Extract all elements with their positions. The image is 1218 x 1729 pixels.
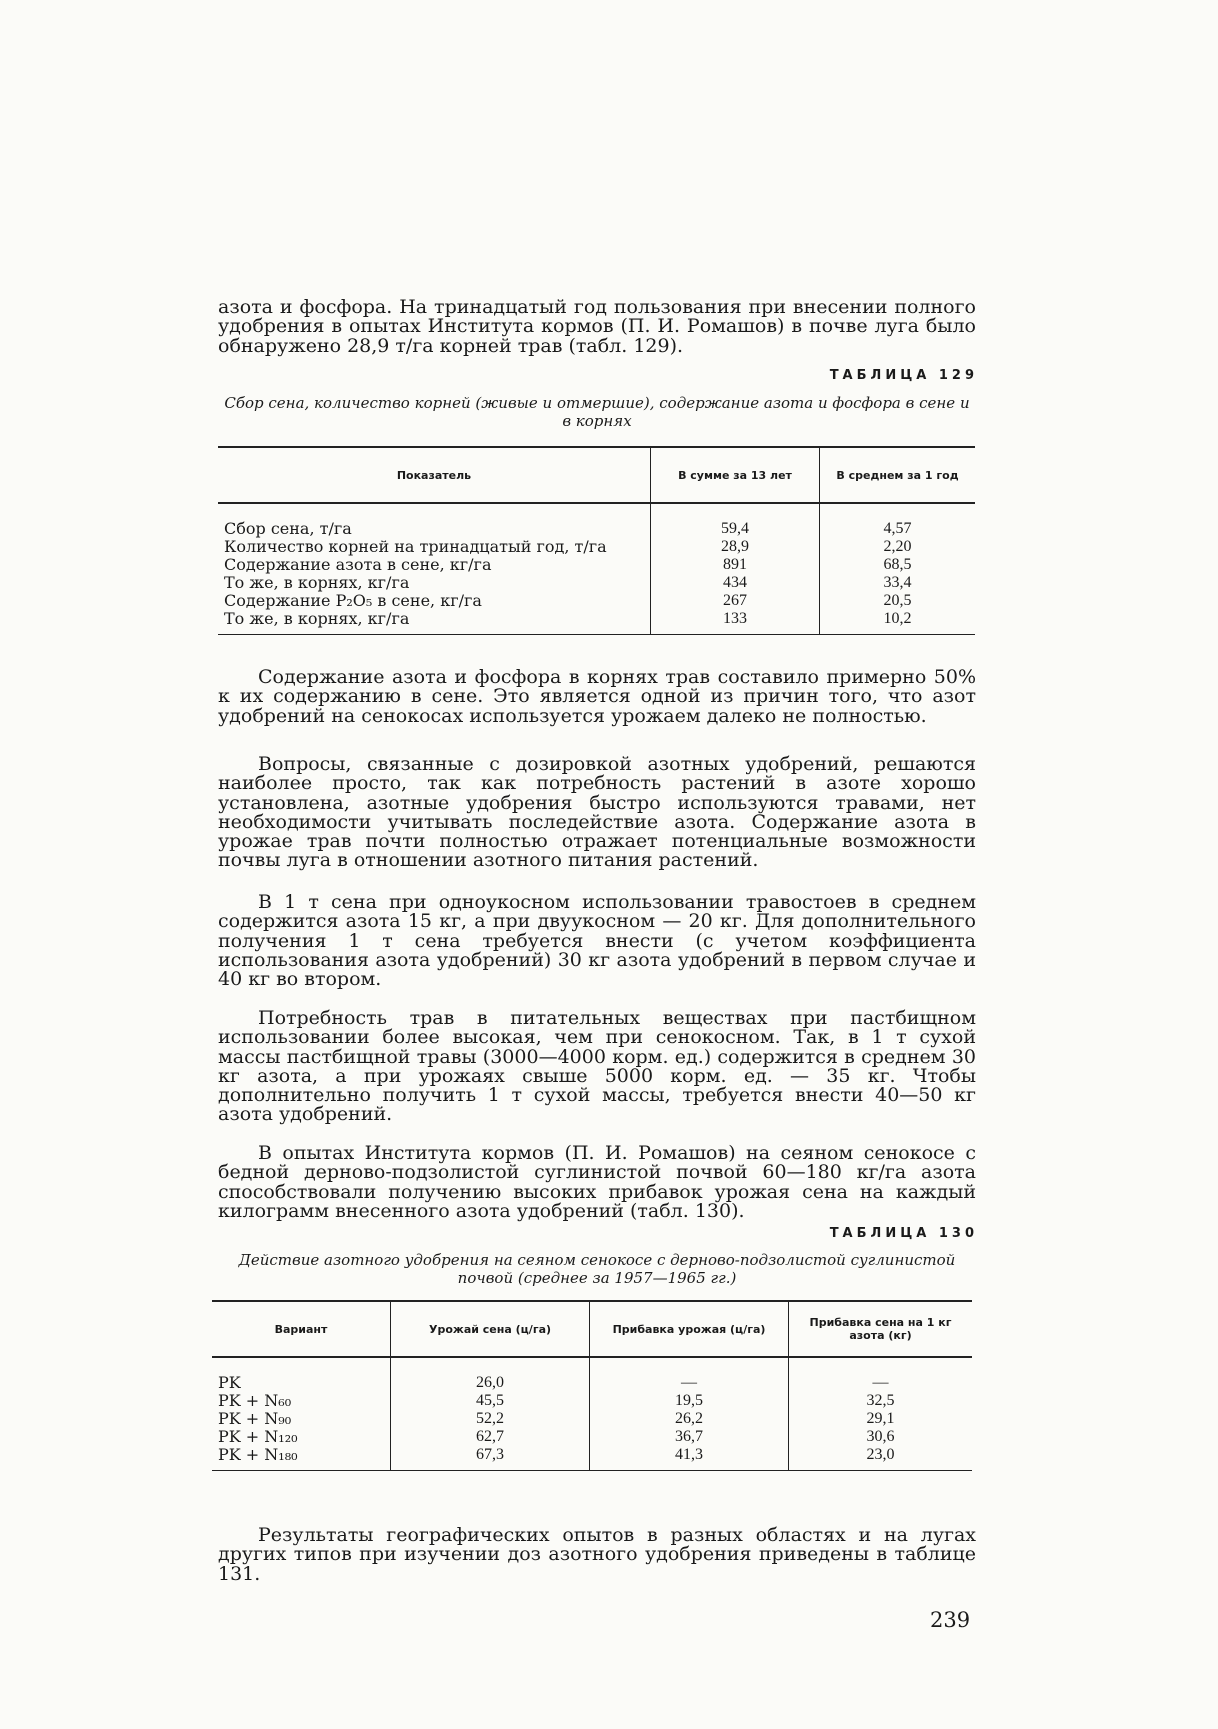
table-129-header-total: В сумме за 13 лет: [651, 447, 820, 503]
table-130-header-variant: Вариант: [212, 1301, 391, 1357]
table-130-header-yield: Урожай сена (ц/га): [391, 1301, 590, 1357]
table-129-header-indicator: Показатель: [218, 447, 651, 503]
paragraph-2: Содержание азота и фосфора в корнях трав составило примерно 50% к их содержанию в сене. Это является одной из причин того, что азот удобрений на сенокосах используется урожаем далеко не полностью.: [218, 666, 976, 727]
table-130-per-kg-column: — 32,5 29,1 30,6 23,0: [789, 1357, 973, 1471]
table-130: [212, 1300, 972, 1471]
table-129-header-yearly: В среднем за 1 год: [820, 447, 976, 503]
table-130-caption: Действие азотного удобрения на сеяном сенокосе с дерново-подзолистой суглинистой почвой (среднее за 1957—1965 гг.): [238, 1251, 956, 1287]
page-number: 239: [930, 1608, 971, 1632]
table-129-label: ТАБЛИЦА 129: [829, 368, 978, 383]
paragraph-5: Потребность трав в питательных веществах при пастбищном использовании более высокая, чем при сенокосном. Так, в 1 т сухой массы пастбищной травы (3000—4000 корм. ед.) содержится в среднем 30 кг азота, а при урожаях свыше 5000 корм. ед. — 35 кг. Чтобы дополнительно получить 1 т сухой массы, требуется внести 40—50 кг азота удобрений.: [218, 1007, 976, 1126]
table-130-increase-column: — 19,5 26,2 36,7 41,3: [590, 1357, 789, 1471]
paragraph-3: Вопросы, связанные с дозировкой азотных удобрений, решаются наиболее просто, так как потребность растений в азоте хорошо установлена, азотные удобрения быстро используются травами, нет необходимости учитывать последействие азота. Содержание азота в урожае трав почти полностью отражает потенциальные возможности почвы луга в отношении азотного питания растений.: [218, 753, 976, 872]
table-129-indicator-column: Сбор сена, т/га Количество корней на тринадцатый год, т/га Содержание азота в сене, кг/га То же, в корнях, кг/га Содержание P₂O₅ в сене, кг/га То же, в корнях, кг/га: [218, 503, 651, 635]
table-129-total-column: 59,4 28,9 891 434 267 133: [651, 503, 820, 635]
table-129: [218, 446, 975, 635]
paragraph-4: В 1 т сена при одноукосном использовании травостоев в среднем содержится азота 15 кг, а при двуукосном — 20 кг. Для дополнительного получения 1 т сена требуется внести (с учетом коэффициента использования азота удобрений) 30 кг азота удобрений в первом случае и 40 кг во втором.: [218, 891, 976, 991]
table-130-yield-column: 26,0 45,5 52,2 62,7 67,3: [391, 1357, 590, 1471]
paragraph-1: азота и фосфора. На тринадцатый год пользования при внесении полного удобрения в опытах Института кормов (П. И. Ромашов) в почве луга было обнаружено 28,9 т/га корней трав (табл. 129).: [218, 296, 976, 357]
table-130-header-per-kg: Прибавка сена на 1 кг азота (кг): [789, 1301, 973, 1357]
paragraph-7: Результаты географических опытов в разных областях и на лугах других типов при изучении доз азотного удобрения приведены в таблице 131.: [218, 1524, 976, 1585]
table-130-variant-column: PK PK + N₆₀ PK + N₉₀ PK + N₁₂₀ PK + N₁₈₀: [212, 1357, 391, 1471]
paragraph-6: В опытах Института кормов (П. И. Ромашов) на сеяном сенокосе с бедной дерново-подзолистой суглинистой почвой 60—180 кг/га азота способствовали получению высоких прибавок урожая сена на каждый килограмм внесенного азота удобрений (табл. 130).: [218, 1142, 976, 1222]
table-130-header-increase: Прибавка урожая (ц/га): [590, 1301, 789, 1357]
table-129-caption: Сбор сена, количество корней (живые и отмершие), содержание азота и фосфора в сене и в корнях: [224, 394, 970, 430]
table-130-label: ТАБЛИЦА 130: [829, 1226, 978, 1241]
table-129-yearly-column: 4,57 2,20 68,5 33,4 20,5 10,2: [820, 503, 976, 635]
